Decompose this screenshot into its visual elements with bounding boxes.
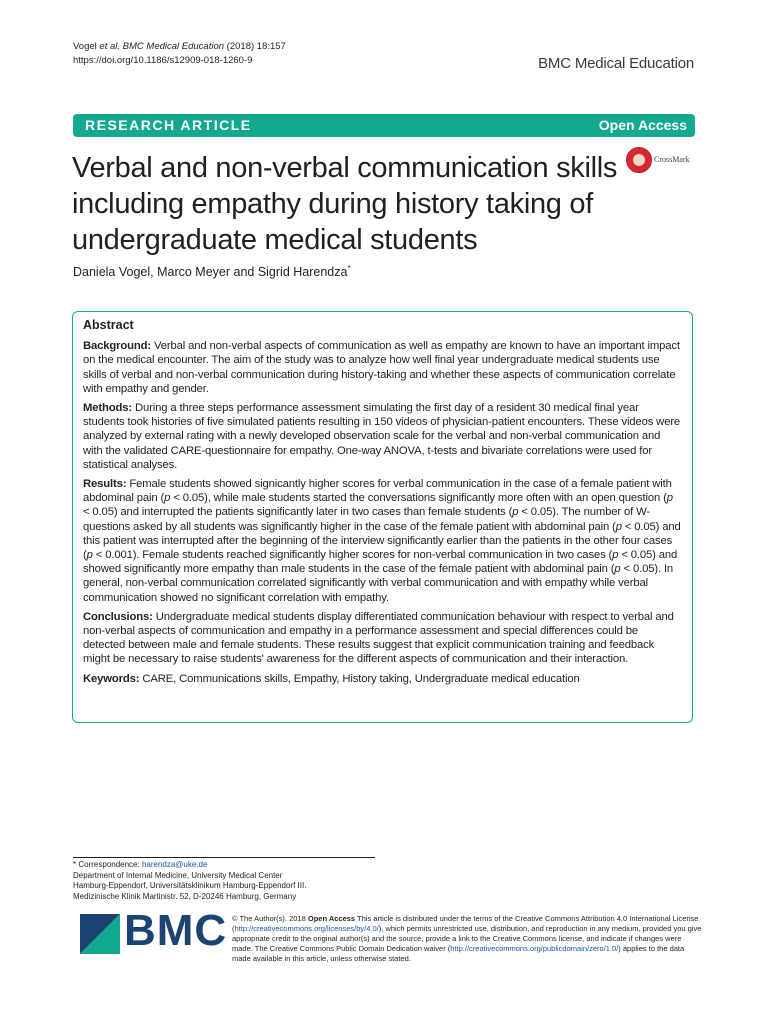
p-symbol: p bbox=[614, 563, 621, 576]
conclusions-text: Undergraduate medical students display differentiated communication behaviour with respect to verbal and non-verbal aspects of communication and empathy in a performance assessment and special differences could be detected between male and female students. These results suggest that explicit communication training and feedback might be necessary to raise students' awareness for the different aspects of communication and their interaction. bbox=[83, 610, 674, 666]
license-text: © The Author(s). 2018 bbox=[232, 914, 308, 923]
correspondence-line bbox=[73, 860, 306, 871]
p-symbol: p bbox=[666, 492, 673, 505]
p-symbol: p bbox=[615, 520, 622, 533]
article-type-banner bbox=[73, 114, 695, 137]
results-text: < 0.05), while male students started the conversations significantly more often with an open question ( bbox=[173, 492, 667, 505]
results-text: < 0.001). Female students reached significantly higher scores for non-verbal communication in two cases ( bbox=[95, 549, 613, 562]
background-label: Background: bbox=[83, 340, 152, 353]
p-symbol: p bbox=[86, 549, 93, 562]
citation-header bbox=[73, 40, 286, 68]
results-text: < 0.05) and showed significantly more empathy than male students in the case of the female patient with abdominal pain ( bbox=[83, 549, 678, 576]
corresponding-mark: * bbox=[347, 264, 351, 273]
author-names: Daniela Vogel, Marco Meyer and Sigrid Harendza bbox=[73, 265, 348, 280]
doi-link[interactable]: https://doi.org/10.1186/s12909-018-1260-9 bbox=[73, 55, 253, 66]
abstract-content bbox=[83, 318, 681, 691]
license-text: This article is distributed under the terms of the Creative Commons Attribution 4.0 International License ( bbox=[232, 914, 699, 933]
conclusions-label: Conclusions: bbox=[83, 610, 153, 623]
license-text: ), which permits unrestricted use, distribution, and reproduction in any medium, provided you give appropriate credit to the original author(s) and the source, provide a link to the Creative Commons license, and indicate if changes were made. The Creative Commons Public Domain Dedication waiver ( bbox=[232, 924, 702, 953]
correspondence-footnote bbox=[73, 860, 306, 902]
citation-volume: (2018) 18:157 bbox=[224, 41, 286, 52]
citation-authors: Vogel bbox=[73, 41, 100, 52]
bmc-logo-text: BMC bbox=[124, 906, 228, 955]
article-title: Verbal and non-verbal communication skills including empathy during history taking of undergraduate medical students bbox=[72, 152, 618, 256]
background-text: Verbal and non-verbal aspects of communication as well as empathy are known to have an important impact on the medical encounter. The aim of the study was to analyze how well final year undergraduate medical students use skills of verbal and non-verbal communication during history-taking and whether these aspects of communication correlate with empathy and gender. bbox=[83, 340, 680, 395]
keywords-label: Keywords: bbox=[83, 672, 140, 685]
correspondence-label: * Correspondence: bbox=[73, 860, 142, 869]
crossmark-badge[interactable] bbox=[626, 147, 698, 173]
footnote-divider bbox=[73, 857, 375, 858]
affiliation-line: Department of Internal Medicine, University Medical Center bbox=[73, 870, 283, 880]
public-domain-link[interactable]: http://creativecommons.org/publicdomain/zero/1.0/ bbox=[450, 944, 619, 953]
abstract-conclusions bbox=[83, 610, 681, 667]
license-link[interactable]: http://creativecommons.org/licenses/by/4.0/ bbox=[234, 924, 379, 933]
citation-line bbox=[73, 40, 286, 54]
author-list bbox=[73, 264, 351, 279]
abstract-keywords bbox=[83, 672, 681, 686]
methods-label: Methods: bbox=[83, 402, 133, 415]
citation-journal: et al. BMC Medical Education bbox=[99, 41, 225, 52]
results-text: Female students showed signicantly higher scores for verbal communication in the case of a female patient with abdominal pain ( bbox=[83, 478, 672, 505]
bmc-logo-icon bbox=[80, 914, 120, 954]
results-text: < 0.05) and interrupted the patients significantly later in two cases than female students ( bbox=[83, 506, 513, 519]
crossmark-icon bbox=[626, 147, 652, 173]
keywords-text: CARE, Communications skills, Empathy, History taking, Undergraduate medical education bbox=[142, 672, 580, 685]
p-symbol: p bbox=[164, 492, 171, 505]
open-access-label: Open Access bbox=[598, 117, 687, 133]
correspondence-email-link[interactable]: harendza@uke.de bbox=[141, 860, 208, 869]
results-text: < 0.05) and this patient was interrupted after the beginning of the interview significantly earlier than the patients in the other four cases ( bbox=[83, 520, 681, 562]
results-label: Results: bbox=[83, 478, 127, 491]
p-symbol: p bbox=[612, 549, 619, 562]
affiliation-line: Hamburg-Eppendorf, Universitätsklinikum Hamburg-Eppendorf III. bbox=[73, 881, 307, 890]
p-symbol: p bbox=[512, 506, 519, 519]
abstract-methods bbox=[83, 401, 681, 472]
license-open-access: Open Access bbox=[307, 914, 356, 923]
abstract-results bbox=[83, 477, 681, 605]
results-text: < 0.05). In general, non-verbal communication correlated significantly with verbal communication and with empathy while verbal communication showed no significant correlation with empathy. bbox=[83, 563, 674, 604]
abstract-background bbox=[83, 339, 681, 396]
affiliation-line: Medizinische Klinik Martinistr. 52, D-20246 Hamburg, Germany bbox=[73, 891, 297, 901]
license-statement bbox=[232, 914, 702, 964]
license-text: ) applies to the data made available in this article, unless otherwise stated. bbox=[232, 944, 685, 963]
article-type: RESEARCH ARTICLE bbox=[85, 117, 252, 133]
methods-text: During a three steps performance assessment simulating the first day of a resident 30 medical final year students took histories of five simulated patients resulting in 150 videos of physician-patient encounters. These videos were analyzed by external rating with a newly developed observation scale for the verbal and non-verbal communication and with the validated CARE-questionnaire for empathy. One-way ANOVA, t-tests and bivariate correlations were used for statistical analyses. bbox=[83, 402, 681, 471]
abstract-heading: Abstract bbox=[83, 318, 134, 332]
results-text: < 0.05). The number of W-questions asked by all students was significantly higher in the case of the female patient with abdominal pain ( bbox=[83, 506, 651, 533]
crossmark-label: CrossMark bbox=[654, 155, 690, 164]
bmc-logo bbox=[80, 906, 228, 958]
abstract-box bbox=[72, 311, 693, 723]
journal-name: BMC Medical Education bbox=[538, 55, 694, 72]
